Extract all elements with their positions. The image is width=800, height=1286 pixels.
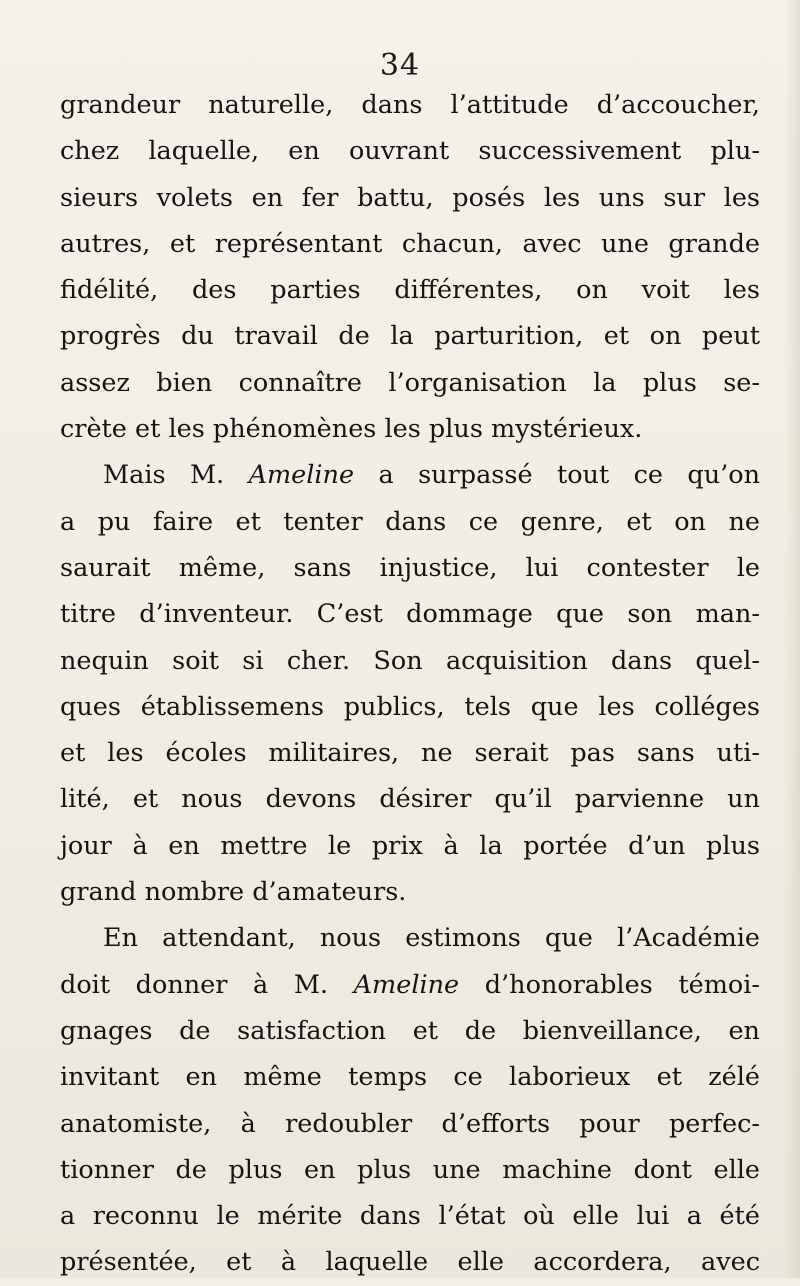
text-line: grand nombre d’amateurs.	[60, 877, 407, 908]
text-line: jour à en mettre le prix à la portée d’un plus	[60, 830, 760, 861]
text-segment: doit donner à M.	[60, 969, 354, 1000]
text-line: saurait même, sans injustice, lui contester le	[60, 552, 760, 583]
italic-name: Ameline	[353, 969, 460, 1000]
text-line: présentée, et à laquelle elle accordera, avec	[60, 1247, 760, 1278]
text-line: progrès du travail de la parturition, et on peut	[60, 321, 760, 352]
text-line: chez laquelle, en ouvrant successivement plu-	[60, 136, 760, 167]
text-segment: d’honorables témoi-	[459, 969, 760, 1000]
text-line: ques établissemens publics, tels que les colléges	[60, 691, 760, 722]
page-edge-shadow	[784, 0, 800, 1278]
text-line: fidélité, des parties différentes, on voit les	[60, 275, 760, 306]
text-line: assez bien connaître l’organisation la plus se-	[60, 367, 760, 398]
text-line: tionner de plus en plus une machine dont elle	[60, 1154, 760, 1185]
text-line: a pu faire et tenter dans ce genre, et on ne	[60, 506, 760, 537]
italic-name: Ameline	[248, 460, 355, 491]
text-line: invitant en même temps ce laborieux et zélé	[60, 1062, 760, 1093]
text-segment: Mais M.	[103, 460, 249, 491]
page-number: 34	[379, 48, 421, 83]
text-line: En attendant, nous estimons que l’Académie	[103, 923, 760, 954]
text-line: anatomiste, à redoubler d’efforts pour perfec-	[60, 1108, 760, 1139]
text-line: crète et les phénomènes les plus mystérieux.	[60, 414, 643, 445]
text-line: autres, et représentant chacun, avec une grande	[60, 228, 760, 259]
text-line: grandeur naturelle, dans l’attitude d’accoucher,	[60, 90, 760, 120]
text-line: lité, et nous devons désirer qu’il parvienne un	[60, 784, 760, 815]
text-line	[60, 452, 760, 498]
text-line: titre d’inventeur. C’est dommage que son man-	[60, 599, 760, 630]
text-line: a reconnu le mérite dans l’état où elle lui a été	[60, 1201, 760, 1232]
text-line	[60, 962, 760, 1008]
text-line: gnages de satisfaction et de bienveillance, en	[60, 1015, 760, 1046]
text-line: sieurs volets en fer battu, posés les uns sur les	[60, 182, 760, 213]
text-line: nequin soit si cher. Son acquisition dans quel-	[60, 645, 760, 676]
text-segment: a surpassé tout ce qu’on	[354, 460, 760, 491]
text-line: et les écoles militaires, ne serait pas sans uti-	[60, 738, 760, 769]
body-text	[60, 82, 760, 1286]
